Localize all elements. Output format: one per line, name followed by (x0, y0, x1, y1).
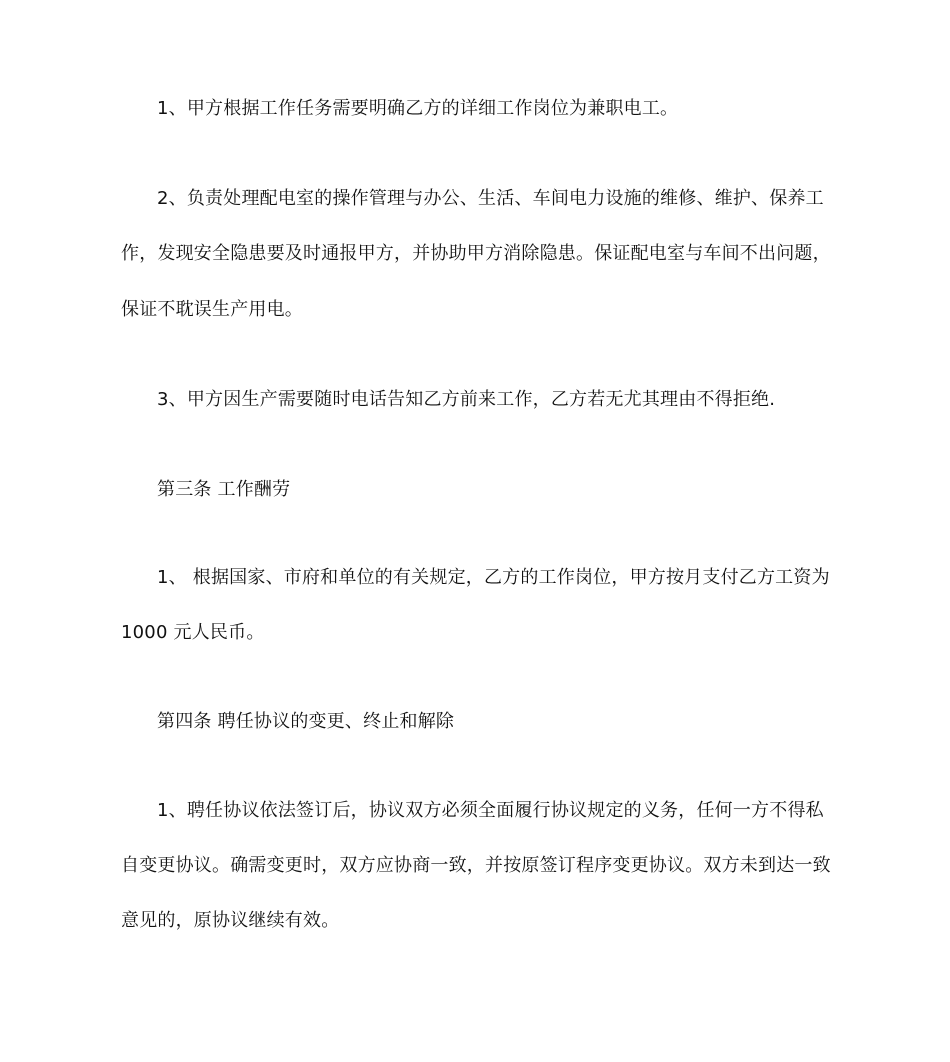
article-3-heading: 第三条 工作酬劳 (157, 479, 291, 500)
article-3-item-1-line-2: 1000 元人民币。 (121, 622, 265, 643)
clause-2-item-2-line-2: 作，发现安全隐患要及时通报甲方，并协助甲方消除隐患。保证配电室与车间不出问题， (121, 243, 831, 264)
article-4-item-1-line-1: 1、聘任协议依法签订后，协议双方必须全面履行协议规定的义务，任何一方不得私 (157, 800, 824, 821)
clause-2-item-2-line-1: 2、负责处理配电室的操作管理与办公、生活、车间电力设施的维修、维护、保养工 (157, 188, 824, 209)
clause-2-item-1: 1、甲方根据工作任务需要明确乙方的详细工作岗位为兼职电工。 (157, 98, 679, 119)
clause-2-item-3: 3、甲方因生产需要随时电话告知乙方前来工作，乙方若无尤其理由不得拒绝. (157, 389, 776, 410)
article-3-item-1-line-1: 1、 根据国家、市府和单位的有关规定，乙方的工作岗位，甲方按月支付乙方工资为 (157, 567, 830, 588)
clause-2-item-2-line-3: 保证不耽误生产用电。 (121, 299, 303, 320)
article-4-heading: 第四条 聘任协议的变更、终止和解除 (157, 711, 455, 732)
article-4-item-1-line-3: 意见的，原协议继续有效。 (121, 910, 340, 931)
article-4-item-1-line-2: 自变更协议。确需变更时，双方应协商一致，并按原签订程序变更协议。双方未到达一致 (121, 855, 831, 876)
